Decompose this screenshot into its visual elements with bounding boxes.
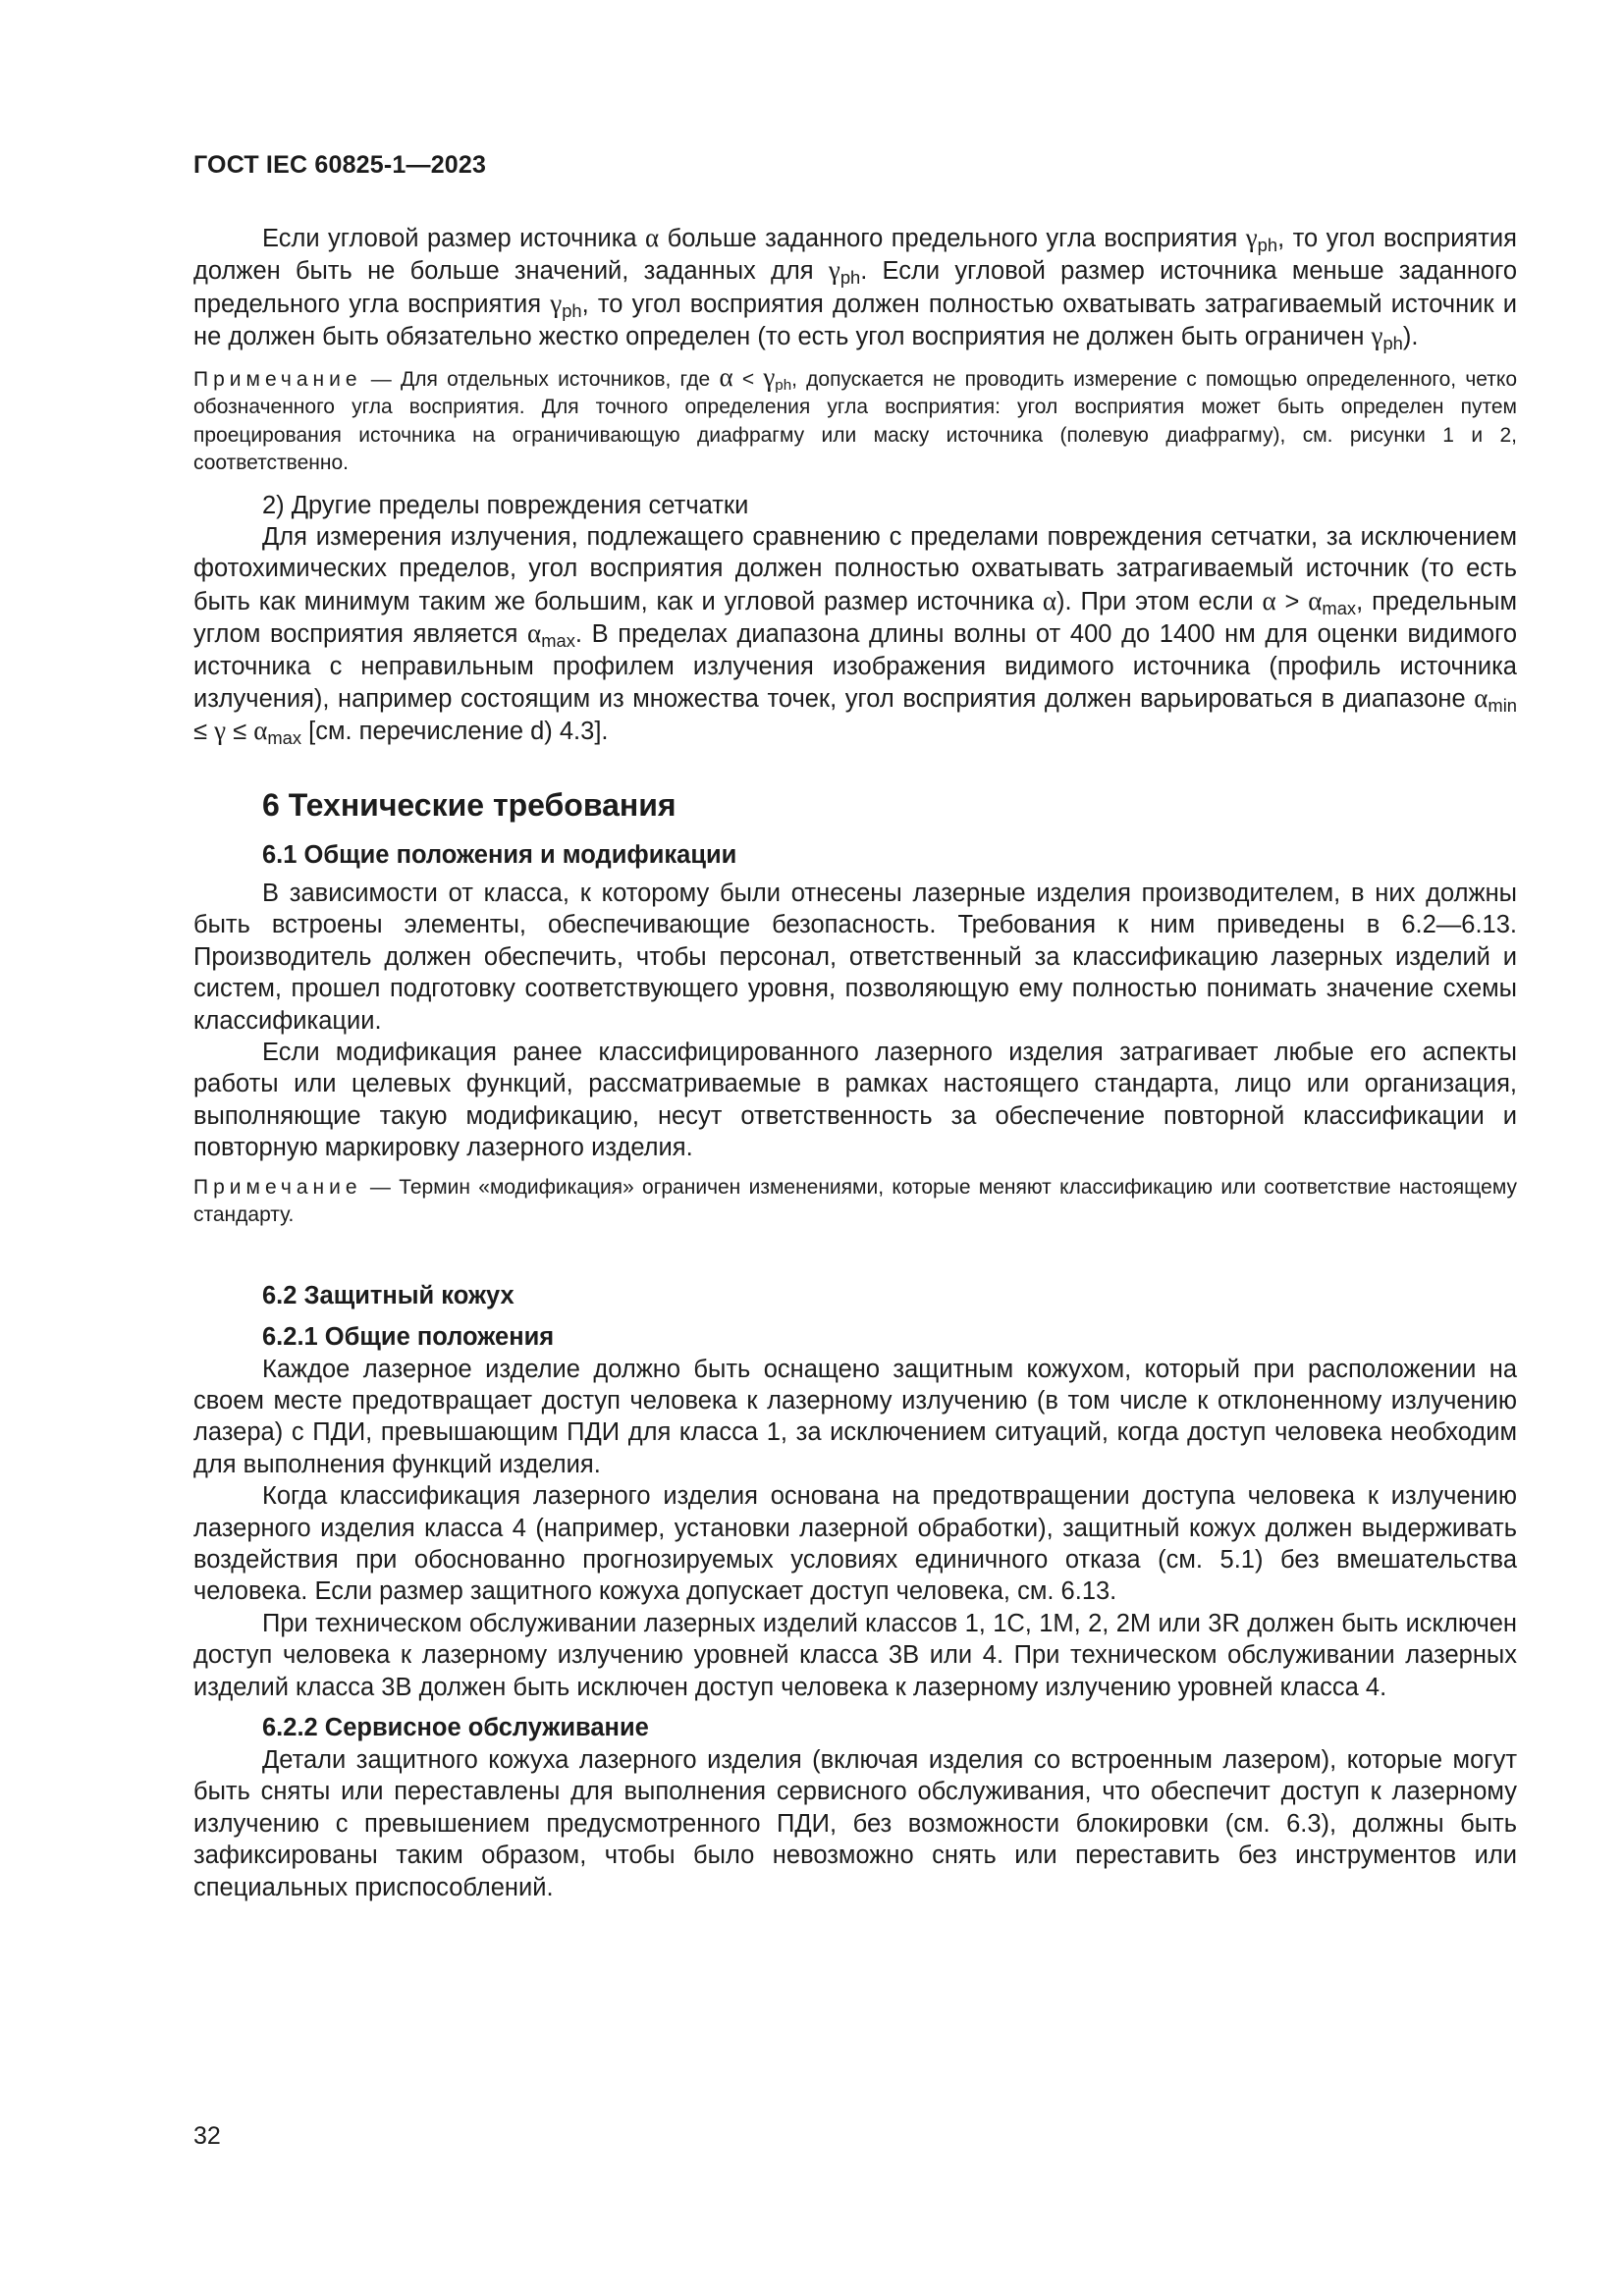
paragraph-6-1-a: В зависимости от класса, к которому были отнесены лазерные изделия производителем, в них должны быть встроены элементы, обеспечивающие безопасность. Требования к ним приведены в 6.2—6.13. Производитель должен обеспечить, чтобы персонал, ответственный за классификацию лазерных изделий и систем, прошел подготовку соответствующего уровня, позволяющую ему полностью понимать значение схемы классификации. xyxy=(193,879,1517,1035)
document-code-header: ГОСТ IEC 60825-1—2023 xyxy=(193,151,487,179)
paragraph-6-1-b: Если модификация ранее классифицированного лазерного изделия затрагивает любые его аспекты работы или целевых функций, рассматриваемые в рамках настоящего стандарта, лицо или организация, выполняющие такую модификацию, несут ответственность за обеспечение повторной классификации и повторную маркировку лазерного изделия. xyxy=(193,1038,1517,1162)
gamma-symbol: γ xyxy=(1245,223,1258,252)
paragraph-6-2-1-b: Когда классификация лазерного изделия основана на предотвращении доступа человека к излучению лазерного изделия класса 4 (например, установки лазерной обработки), защитный кожух должен выдерживать воздействия при обоснованно прогнозируемых условиях единичного отказа (см. 5.1) без вмешательства человека. Если размер защитного кожуха допускает доступ человека, см. 6.13. xyxy=(193,1482,1517,1606)
list-item-retinal-limits: 2) Другие пределы повреждения сетчатки xyxy=(262,491,749,519)
section-6-2-1-heading: 6.2.1 Общие положения xyxy=(262,1322,555,1351)
paragraph-6-2-1-c: При техническом обслуживании лазерных изделий классов 1, 1С, 1М, 2, 2М или 3R должен быть исключен доступ человека к лазерному излучению уровней класса 3В или 4. При техническом обслуживании лазерных изделий класса 3В должен быть исключен доступ человека к лазерному излучению уровней класса 4. xyxy=(193,1609,1517,1701)
note-acceptance-angle: Примечание — Для отдельных источников, где $\alpha < \gamma_{ph}$, допускается не проводить измерение с помощью определенного, четко обозначенного угла восприятия. Для точного определения угла восприятия: угол восприятия может быть определен путем проецирования источника на ограничивающую диафрагму или маску источника (полевую диафрагму), см. рисунки 1 и 2, соответственно. xyxy=(193,361,1517,475)
paragraph-6-2-2-a: Детали защитного кожуха лазерного изделия (включая изделия со встроенным лазером), которые могут быть сняты или переставлены для выполнения сервисного обслуживания, что обеспечит доступ к лазерному излучению с превышением предусмотренного ПДИ, без возможности блокировки (см. 6.3), должны быть зафиксированы таким образом, чтобы было невозможно снять или переставить без инструментов или специальных приспособлений. xyxy=(193,1746,1517,1901)
section-6-2-2-heading: 6.2.2 Сервисное обслуживание xyxy=(262,1714,649,1741)
page-number: 32 xyxy=(193,2122,221,2150)
section-6-1-heading: 6.1 Общие положения и модификации xyxy=(262,840,737,869)
gamma-symbol: γ xyxy=(550,288,563,318)
section-6-2-heading: 6.2 Защитный кожух xyxy=(262,1281,514,1309)
gamma-symbol: γ xyxy=(828,255,840,286)
section-6-heading: 6 Технические требования xyxy=(262,786,677,823)
paragraph-angular-size: Если угловой размер источника α больше заданного предельного угла восприятия $\gamma_{ph}$, то угол восприятия должен быть не больше значений, заданных для $\gamma_{ph}$. Если угловой размер источника меньше заданного предельного угла восприятия $\gamma_{ph}$, то угол восприятия должен полностью охватывать затрагиваемый источник и не должен быть обязательно жестко определен (то есть угол восприятия не должен быть ограничен $\gamma_{ph}$). xyxy=(193,223,1518,354)
note-modification: Примечание — Термин «модификация» ограничен изменениями, которые меняют классификацию или соответствие настоящему стандарту. xyxy=(193,1175,1518,1227)
alpha-symbol: α xyxy=(645,223,660,252)
note-label: Примечание xyxy=(193,1175,362,1199)
paragraph-retinal-measurement: Для измерения излучения, подлежащего сравнению с пределами повреждения сетчатки, за исключением фотохимических пределов, угол восприятия должен полностью охватывать затрагиваемый источник (то есть быть как минимум таким же большим, как и угловой размер источника α). При этом если $\alpha > \alpha_{max}$, предельным углом восприятия является $\alpha_{max}$. В пределах диапазона длины волны от 400 до 1400 нм для оценки видимого источника с неправильным профилем излучения изображения видимого источника (профиль источника излучения), например состоящим из множества точек, угол восприятия должен варьироваться в диапазоне $\alpha_{min} \le \gamma \le \alpha_{max}$ [см. перечисление d) 4.3]. xyxy=(193,523,1517,749)
gamma-symbol: γ xyxy=(1371,321,1383,351)
note-label: Примечание xyxy=(193,367,362,391)
paragraph-6-2-1-a: Каждое лазерное изделие должно быть оснащено защитным кожухом, который при расположении на своем месте предотвращает доступ человека к лазерному излучению (в том числе к отклоненному излучению лазера) с ПДИ, превышающим ПДИ для класса 1, за исключением ситуаций, когда доступ человека необходим для выполнения функций изделия. xyxy=(193,1355,1517,1478)
page-body xyxy=(193,222,1517,1903)
